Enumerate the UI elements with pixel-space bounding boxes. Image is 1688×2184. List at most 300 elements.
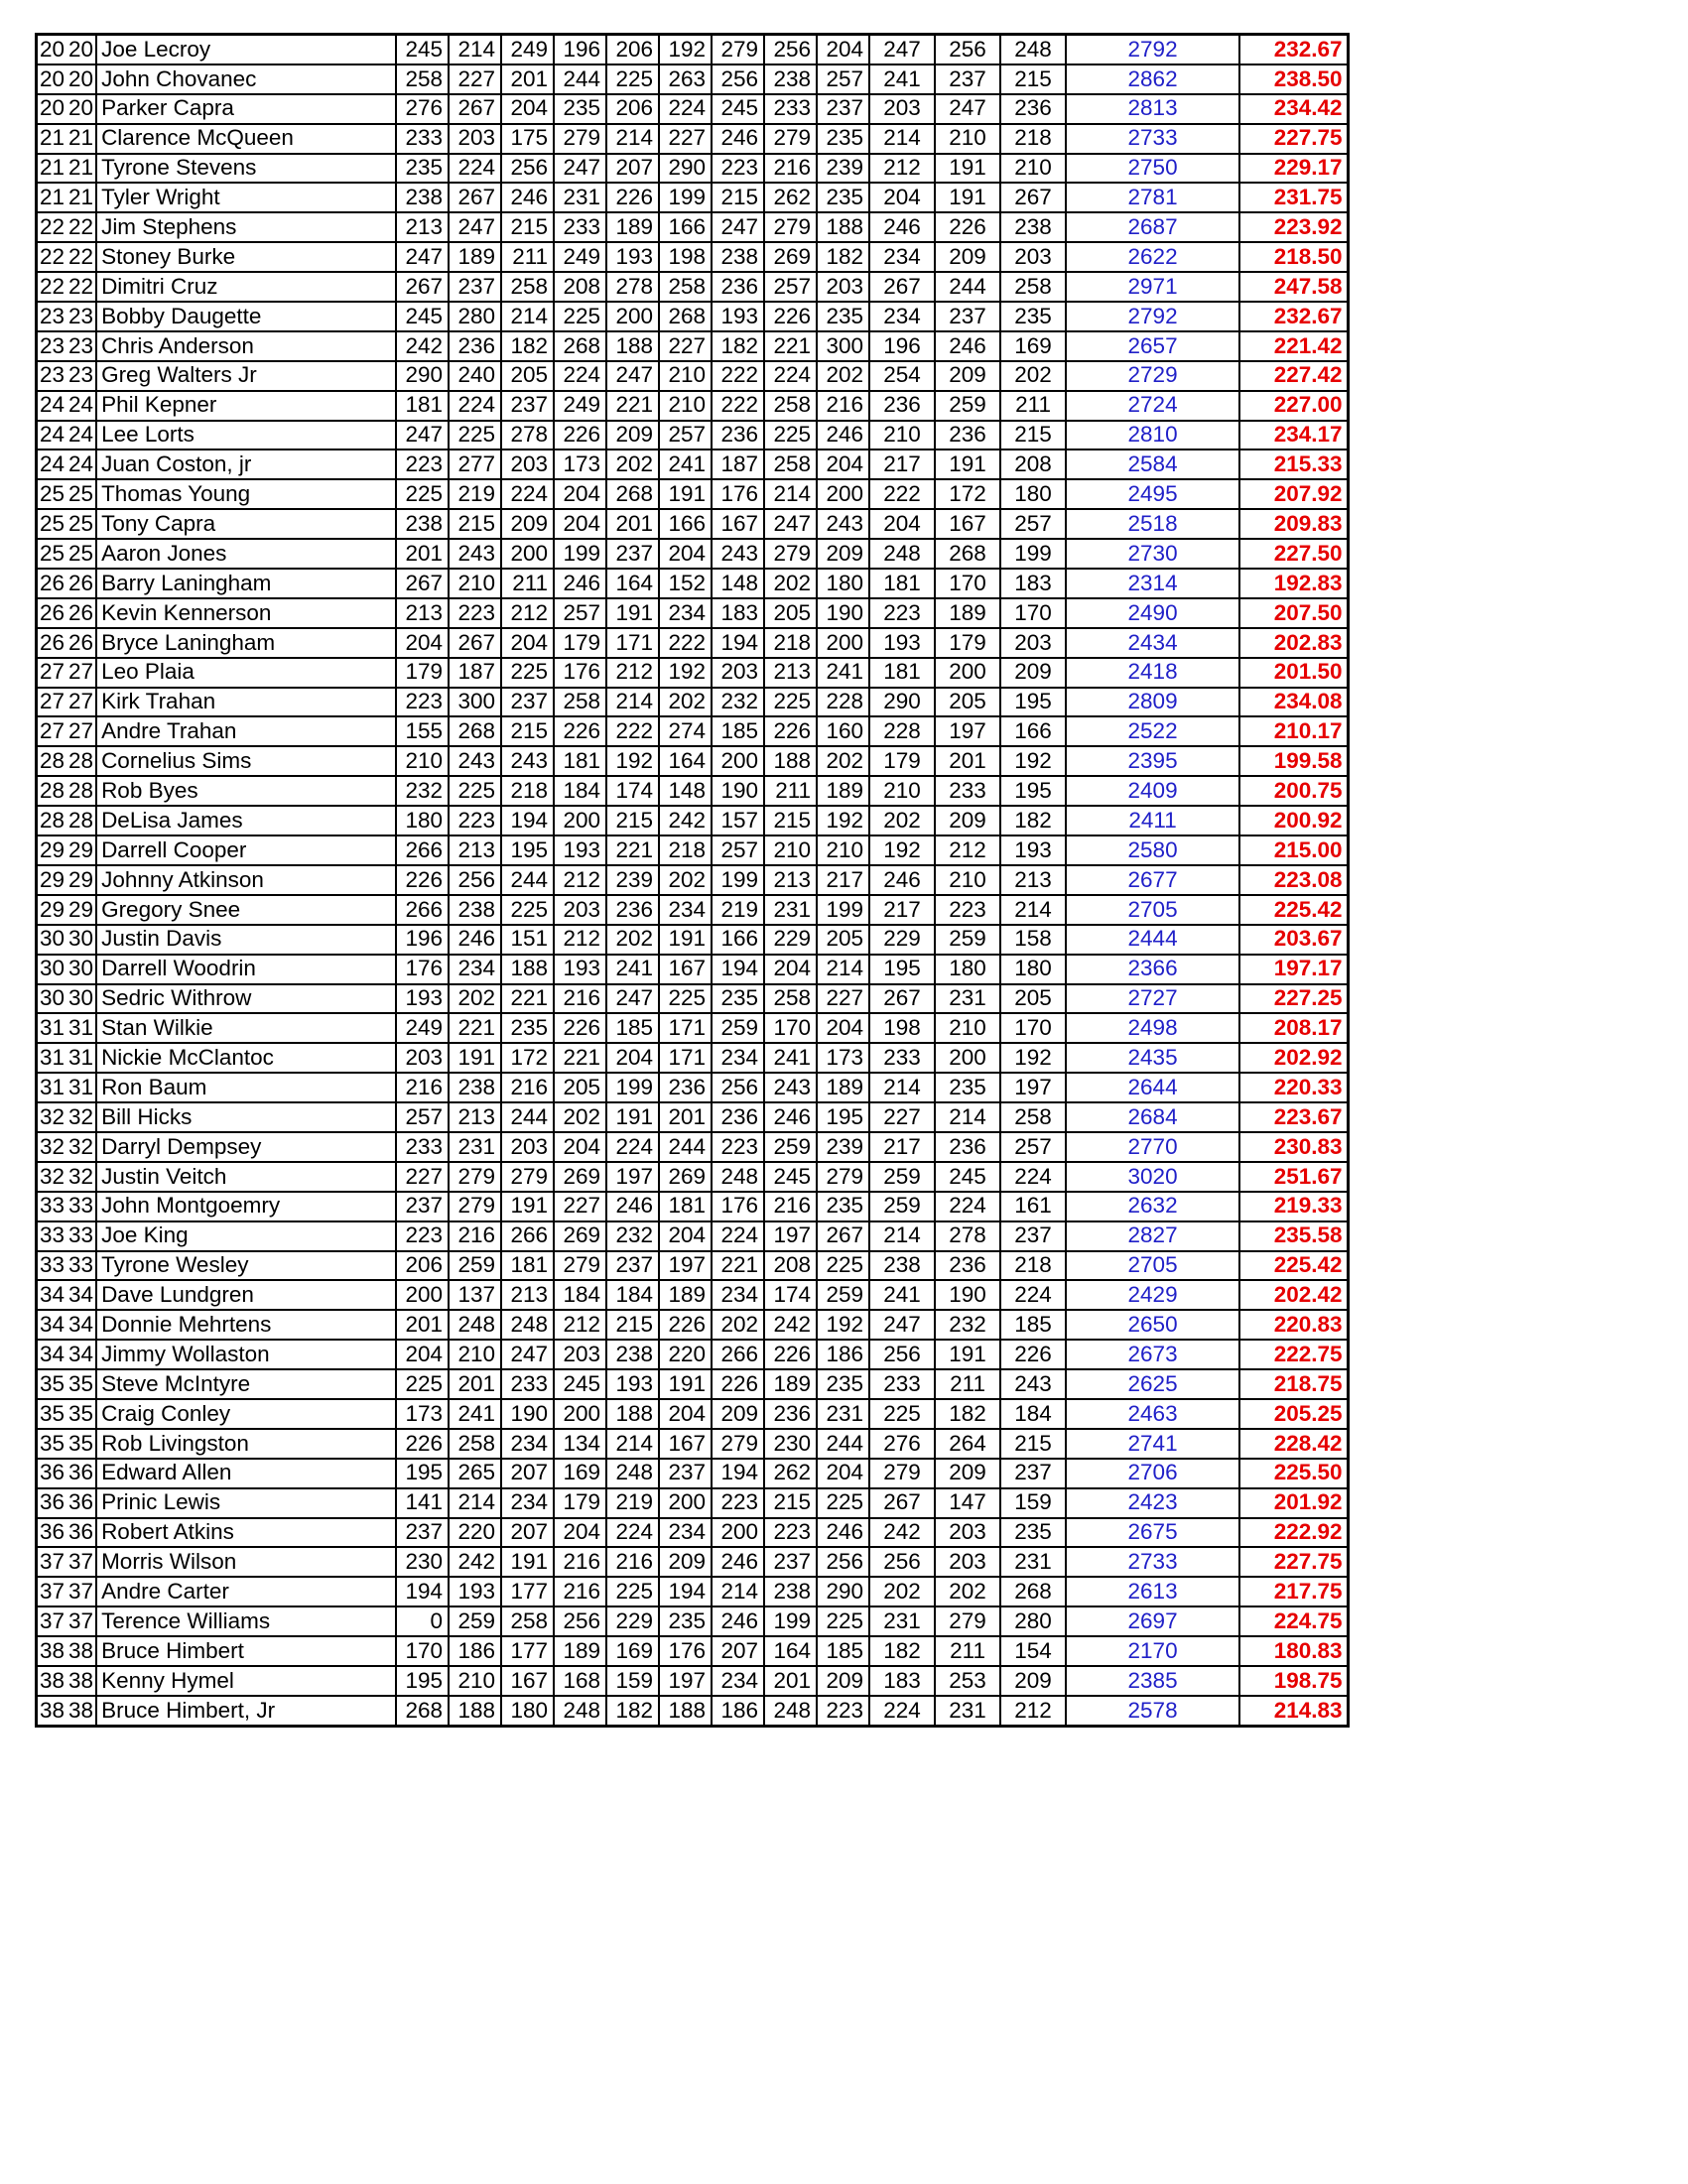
game-score-cell: 202 xyxy=(869,806,935,835)
game-score-cell: 241 xyxy=(659,450,712,479)
game-score-cell: 181 xyxy=(554,746,606,776)
game-score-cell: 215 xyxy=(501,212,554,242)
table-row xyxy=(37,1221,1349,1251)
game-score-cell: 216 xyxy=(449,1221,501,1251)
bowler-name-cell: Chris Anderson xyxy=(96,331,396,361)
average-cell: 231.75 xyxy=(1239,183,1348,212)
average-cell: 224.75 xyxy=(1239,1606,1348,1636)
game-score-cell: 185 xyxy=(712,716,764,746)
game-score-cell: 256 xyxy=(817,1547,869,1577)
game-score-cell: 279 xyxy=(764,212,817,242)
bowler-name-cell: Sedric Withrow xyxy=(96,984,396,1014)
game-score-cell: 279 xyxy=(764,124,817,154)
game-score-cell: 224 xyxy=(659,94,712,124)
game-score-cell: 221 xyxy=(606,835,659,865)
bowler-name-cell: Gregory Snee xyxy=(96,895,396,925)
game-score-cell: 212 xyxy=(606,658,659,688)
game-score-cell: 209 xyxy=(606,421,659,450)
average-cell: 201.92 xyxy=(1239,1488,1348,1518)
game-score-cell: 215 xyxy=(449,509,501,539)
game-score-cell: 214 xyxy=(935,1102,1000,1132)
game-score-cell: 192 xyxy=(606,746,659,776)
game-score-cell: 236 xyxy=(659,1073,712,1102)
week-cell: 20 xyxy=(66,64,96,94)
game-score-cell: 226 xyxy=(712,1369,764,1399)
game-score-cell: 226 xyxy=(606,183,659,212)
game-score-cell: 238 xyxy=(606,1340,659,1369)
game-score-cell: 242 xyxy=(869,1518,935,1548)
game-score-cell: 189 xyxy=(606,212,659,242)
bowler-name-cell: Cornelius Sims xyxy=(96,746,396,776)
average-cell: 232.67 xyxy=(1239,35,1348,64)
game-score-cell: 189 xyxy=(817,1073,869,1102)
game-score-cell: 182 xyxy=(501,331,554,361)
game-score-cell: 177 xyxy=(501,1577,554,1606)
game-score-cell: 198 xyxy=(659,242,712,272)
bowler-name-cell: Lee Lorts xyxy=(96,421,396,450)
game-score-cell: 248 xyxy=(1000,35,1066,64)
game-score-cell: 210 xyxy=(449,1340,501,1369)
total-pins-cell: 2792 xyxy=(1066,35,1239,64)
average-cell: 232.67 xyxy=(1239,302,1348,331)
game-score-cell: 197 xyxy=(659,1666,712,1696)
game-score-cell: 222 xyxy=(869,479,935,509)
game-score-cell: 202 xyxy=(817,361,869,391)
game-score-cell: 221 xyxy=(764,331,817,361)
total-pins-cell: 2971 xyxy=(1066,272,1239,302)
week-cell: 22 xyxy=(37,212,67,242)
game-score-cell: 237 xyxy=(935,302,1000,331)
game-score-cell: 246 xyxy=(554,569,606,598)
game-score-cell: 215 xyxy=(764,806,817,835)
game-score-cell: 203 xyxy=(396,1043,449,1073)
average-cell: 229.17 xyxy=(1239,154,1348,184)
game-score-cell: 0 xyxy=(396,1606,449,1636)
bowler-name-cell: Stan Wilkie xyxy=(96,1013,396,1043)
game-score-cell: 225 xyxy=(606,64,659,94)
total-pins-cell: 2578 xyxy=(1066,1696,1239,1726)
game-score-cell: 199 xyxy=(1000,539,1066,569)
game-score-cell: 216 xyxy=(606,1547,659,1577)
week-cell: 35 xyxy=(66,1369,96,1399)
game-score-cell: 204 xyxy=(396,628,449,658)
week-cell: 20 xyxy=(37,35,67,64)
game-score-cell: 171 xyxy=(659,1043,712,1073)
game-score-cell: 235 xyxy=(712,984,764,1014)
table-row xyxy=(37,509,1349,539)
game-score-cell: 231 xyxy=(764,895,817,925)
game-score-cell: 200 xyxy=(817,628,869,658)
game-score-cell: 211 xyxy=(764,776,817,806)
game-score-cell: 160 xyxy=(817,716,869,746)
game-score-cell: 181 xyxy=(869,658,935,688)
game-score-cell: 210 xyxy=(449,1666,501,1696)
game-score-cell: 214 xyxy=(449,1488,501,1518)
game-score-cell: 267 xyxy=(817,1221,869,1251)
game-score-cell: 213 xyxy=(501,1280,554,1310)
game-score-cell: 269 xyxy=(764,242,817,272)
table-row xyxy=(37,479,1349,509)
game-score-cell: 235 xyxy=(1000,1518,1066,1548)
game-score-cell: 148 xyxy=(659,776,712,806)
game-score-cell: 258 xyxy=(501,272,554,302)
game-score-cell: 246 xyxy=(869,865,935,895)
game-score-cell: 245 xyxy=(935,1162,1000,1192)
bowler-name-cell: John Montgoemry xyxy=(96,1192,396,1221)
game-score-cell: 259 xyxy=(449,1251,501,1281)
week-cell: 24 xyxy=(37,450,67,479)
average-cell: 215.33 xyxy=(1239,450,1348,479)
game-score-cell: 241 xyxy=(606,955,659,984)
game-score-cell: 212 xyxy=(554,925,606,955)
game-score-cell: 266 xyxy=(712,1340,764,1369)
total-pins-cell: 2862 xyxy=(1066,64,1239,94)
game-score-cell: 214 xyxy=(606,124,659,154)
game-score-cell: 191 xyxy=(935,183,1000,212)
game-score-cell: 181 xyxy=(396,391,449,421)
game-score-cell: 199 xyxy=(554,539,606,569)
game-score-cell: 238 xyxy=(396,183,449,212)
game-score-cell: 211 xyxy=(1000,391,1066,421)
game-score-cell: 176 xyxy=(712,1192,764,1221)
total-pins-cell: 2418 xyxy=(1066,658,1239,688)
game-score-cell: 173 xyxy=(554,450,606,479)
bowler-name-cell: Bill Hicks xyxy=(96,1102,396,1132)
game-score-cell: 244 xyxy=(817,1429,869,1459)
week-cell: 38 xyxy=(66,1636,96,1666)
game-score-cell: 232 xyxy=(712,688,764,717)
game-score-cell: 234 xyxy=(501,1488,554,1518)
table-row xyxy=(37,865,1349,895)
game-score-cell: 216 xyxy=(554,1547,606,1577)
game-score-cell: 209 xyxy=(501,509,554,539)
average-cell: 198.75 xyxy=(1239,1666,1348,1696)
game-score-cell: 200 xyxy=(935,1043,1000,1073)
game-score-cell: 231 xyxy=(1000,1547,1066,1577)
bowler-name-cell: Justin Veitch xyxy=(96,1162,396,1192)
game-score-cell: 235 xyxy=(501,1013,554,1043)
game-score-cell: 200 xyxy=(396,1280,449,1310)
game-score-cell: 200 xyxy=(554,806,606,835)
table-row xyxy=(37,895,1349,925)
week-cell: 28 xyxy=(66,806,96,835)
game-score-cell: 241 xyxy=(817,658,869,688)
game-score-cell: 201 xyxy=(935,746,1000,776)
bowler-name-cell: DeLisa James xyxy=(96,806,396,835)
game-score-cell: 176 xyxy=(396,955,449,984)
game-score-cell: 279 xyxy=(554,124,606,154)
game-score-cell: 169 xyxy=(1000,331,1066,361)
table-row xyxy=(37,835,1349,865)
game-score-cell: 226 xyxy=(659,1310,712,1340)
game-score-cell: 199 xyxy=(764,1606,817,1636)
game-score-cell: 259 xyxy=(935,925,1000,955)
game-score-cell: 246 xyxy=(935,331,1000,361)
game-score-cell: 235 xyxy=(817,183,869,212)
week-cell: 28 xyxy=(66,776,96,806)
game-score-cell: 172 xyxy=(935,479,1000,509)
total-pins-cell: 2644 xyxy=(1066,1073,1239,1102)
game-score-cell: 170 xyxy=(396,1636,449,1666)
game-score-cell: 225 xyxy=(606,1577,659,1606)
total-pins-cell: 2498 xyxy=(1066,1013,1239,1043)
game-score-cell: 279 xyxy=(869,1459,935,1488)
game-score-cell: 243 xyxy=(449,539,501,569)
game-score-cell: 237 xyxy=(817,94,869,124)
table-row xyxy=(37,1043,1349,1073)
total-pins-cell: 2706 xyxy=(1066,1459,1239,1488)
table-row xyxy=(37,242,1349,272)
game-score-cell: 210 xyxy=(659,361,712,391)
bowler-name-cell: Greg Walters Jr xyxy=(96,361,396,391)
week-cell: 30 xyxy=(37,984,67,1014)
game-score-cell: 180 xyxy=(935,955,1000,984)
total-pins-cell: 2827 xyxy=(1066,1221,1239,1251)
game-score-cell: 238 xyxy=(764,1577,817,1606)
game-score-cell: 192 xyxy=(817,1310,869,1340)
average-cell: 227.75 xyxy=(1239,1547,1348,1577)
game-score-cell: 245 xyxy=(396,35,449,64)
game-score-cell: 262 xyxy=(764,183,817,212)
average-cell: 225.50 xyxy=(1239,1459,1348,1488)
table-row xyxy=(37,124,1349,154)
game-score-cell: 195 xyxy=(501,835,554,865)
game-score-cell: 200 xyxy=(935,658,1000,688)
game-score-cell: 238 xyxy=(449,895,501,925)
game-score-cell: 194 xyxy=(712,955,764,984)
game-score-cell: 258 xyxy=(1000,1102,1066,1132)
game-score-cell: 171 xyxy=(659,1013,712,1043)
week-cell: 34 xyxy=(66,1280,96,1310)
game-score-cell: 159 xyxy=(606,1666,659,1696)
week-cell: 35 xyxy=(37,1429,67,1459)
game-score-cell: 157 xyxy=(712,806,764,835)
game-score-cell: 243 xyxy=(1000,1369,1066,1399)
game-score-cell: 227 xyxy=(659,331,712,361)
table-row xyxy=(37,1429,1349,1459)
table-row xyxy=(37,1132,1349,1162)
game-score-cell: 219 xyxy=(606,1488,659,1518)
week-cell: 27 xyxy=(37,716,67,746)
total-pins-cell: 2584 xyxy=(1066,450,1239,479)
game-score-cell: 174 xyxy=(606,776,659,806)
game-score-cell: 194 xyxy=(712,628,764,658)
game-score-cell: 184 xyxy=(554,776,606,806)
week-cell: 22 xyxy=(37,242,67,272)
week-cell: 37 xyxy=(37,1577,67,1606)
game-score-cell: 234 xyxy=(869,242,935,272)
game-score-cell: 257 xyxy=(712,835,764,865)
bowler-name-cell: Rob Livingston xyxy=(96,1429,396,1459)
game-score-cell: 197 xyxy=(606,1162,659,1192)
week-cell: 29 xyxy=(37,865,67,895)
average-cell: 200.92 xyxy=(1239,806,1348,835)
game-score-cell: 258 xyxy=(396,64,449,94)
bowler-name-cell: Juan Coston, jr xyxy=(96,450,396,479)
game-score-cell: 210 xyxy=(1000,154,1066,184)
week-cell: 37 xyxy=(37,1606,67,1636)
game-score-cell: 235 xyxy=(817,302,869,331)
game-score-cell: 237 xyxy=(396,1192,449,1221)
game-score-cell: 225 xyxy=(501,658,554,688)
total-pins-cell: 2463 xyxy=(1066,1399,1239,1429)
game-score-cell: 214 xyxy=(449,35,501,64)
game-score-cell: 237 xyxy=(449,272,501,302)
game-score-cell: 210 xyxy=(817,835,869,865)
game-score-cell: 217 xyxy=(817,865,869,895)
week-cell: 27 xyxy=(66,658,96,688)
week-cell: 26 xyxy=(66,598,96,628)
game-score-cell: 204 xyxy=(659,539,712,569)
game-score-cell: 234 xyxy=(659,598,712,628)
game-score-cell: 228 xyxy=(869,716,935,746)
bowler-name-cell: Leo Plaia xyxy=(96,658,396,688)
game-score-cell: 237 xyxy=(606,539,659,569)
game-score-cell: 190 xyxy=(935,1280,1000,1310)
week-cell: 29 xyxy=(37,895,67,925)
bowler-name-cell: Rob Byes xyxy=(96,776,396,806)
game-score-cell: 210 xyxy=(935,124,1000,154)
game-score-cell: 206 xyxy=(606,94,659,124)
week-cell: 33 xyxy=(37,1192,67,1221)
week-cell: 30 xyxy=(66,925,96,955)
game-score-cell: 232 xyxy=(396,776,449,806)
game-score-cell: 152 xyxy=(659,569,712,598)
game-score-cell: 218 xyxy=(764,628,817,658)
game-score-cell: 225 xyxy=(869,1399,935,1429)
game-score-cell: 215 xyxy=(712,183,764,212)
table-row xyxy=(37,716,1349,746)
game-score-cell: 277 xyxy=(449,450,501,479)
average-cell: 227.50 xyxy=(1239,539,1348,569)
table-row xyxy=(37,688,1349,717)
game-score-cell: 239 xyxy=(817,154,869,184)
game-score-cell: 213 xyxy=(396,598,449,628)
game-score-cell: 213 xyxy=(1000,865,1066,895)
total-pins-cell: 2729 xyxy=(1066,361,1239,391)
game-score-cell: 204 xyxy=(869,183,935,212)
game-score-cell: 207 xyxy=(712,1636,764,1666)
game-score-cell: 218 xyxy=(1000,1251,1066,1281)
game-score-cell: 226 xyxy=(764,716,817,746)
week-cell: 23 xyxy=(37,331,67,361)
average-cell: 199.58 xyxy=(1239,746,1348,776)
game-score-cell: 214 xyxy=(606,1429,659,1459)
game-score-cell: 243 xyxy=(501,746,554,776)
game-score-cell: 177 xyxy=(501,1636,554,1666)
game-score-cell: 212 xyxy=(554,1310,606,1340)
game-score-cell: 193 xyxy=(554,955,606,984)
game-score-cell: 209 xyxy=(935,361,1000,391)
week-cell: 32 xyxy=(37,1162,67,1192)
game-score-cell: 216 xyxy=(764,1192,817,1221)
table-row xyxy=(37,539,1349,569)
bowler-name-cell: Phil Kepner xyxy=(96,391,396,421)
game-score-cell: 218 xyxy=(659,835,712,865)
average-cell: 251.67 xyxy=(1239,1162,1348,1192)
total-pins-cell: 2314 xyxy=(1066,569,1239,598)
table-row xyxy=(37,569,1349,598)
game-score-cell: 208 xyxy=(764,1251,817,1281)
game-score-cell: 219 xyxy=(712,895,764,925)
week-cell: 28 xyxy=(66,746,96,776)
game-score-cell: 223 xyxy=(764,1518,817,1548)
table-row xyxy=(37,64,1349,94)
game-score-cell: 217 xyxy=(869,1132,935,1162)
table-row xyxy=(37,331,1349,361)
game-score-cell: 279 xyxy=(449,1192,501,1221)
week-cell: 24 xyxy=(37,391,67,421)
game-score-cell: 237 xyxy=(935,64,1000,94)
game-score-cell: 238 xyxy=(712,242,764,272)
average-cell: 208.17 xyxy=(1239,1013,1348,1043)
game-score-cell: 204 xyxy=(817,1459,869,1488)
game-score-cell: 202 xyxy=(935,1577,1000,1606)
total-pins-cell: 2625 xyxy=(1066,1369,1239,1399)
game-score-cell: 257 xyxy=(554,598,606,628)
scores-table xyxy=(35,33,1350,1728)
average-cell: 197.17 xyxy=(1239,955,1348,984)
game-score-cell: 266 xyxy=(501,1221,554,1251)
game-score-cell: 290 xyxy=(817,1577,869,1606)
game-score-cell: 247 xyxy=(501,1340,554,1369)
week-cell: 35 xyxy=(66,1429,96,1459)
table-row xyxy=(37,746,1349,776)
bowler-name-cell: Aaron Jones xyxy=(96,539,396,569)
week-cell: 31 xyxy=(37,1073,67,1102)
game-score-cell: 253 xyxy=(935,1666,1000,1696)
week-cell: 29 xyxy=(66,835,96,865)
week-cell: 25 xyxy=(37,539,67,569)
game-score-cell: 204 xyxy=(817,35,869,64)
game-score-cell: 258 xyxy=(501,1606,554,1636)
game-score-cell: 190 xyxy=(817,598,869,628)
game-score-cell: 211 xyxy=(935,1636,1000,1666)
week-cell: 23 xyxy=(66,331,96,361)
average-cell: 200.75 xyxy=(1239,776,1348,806)
game-score-cell: 234 xyxy=(659,895,712,925)
game-score-cell: 225 xyxy=(817,1606,869,1636)
game-score-cell: 237 xyxy=(396,1518,449,1548)
average-cell: 247.58 xyxy=(1239,272,1348,302)
average-cell: 238.50 xyxy=(1239,64,1348,94)
game-score-cell: 212 xyxy=(935,835,1000,865)
game-score-cell: 191 xyxy=(449,1043,501,1073)
game-score-cell: 224 xyxy=(606,1518,659,1548)
game-score-cell: 236 xyxy=(935,1251,1000,1281)
week-cell: 28 xyxy=(37,806,67,835)
game-score-cell: 191 xyxy=(659,925,712,955)
game-score-cell: 276 xyxy=(396,94,449,124)
game-score-cell: 290 xyxy=(869,688,935,717)
game-score-cell: 290 xyxy=(659,154,712,184)
table-row xyxy=(37,1547,1349,1577)
game-score-cell: 190 xyxy=(712,776,764,806)
table-row xyxy=(37,35,1349,64)
bowler-name-cell: Joe Lecroy xyxy=(96,35,396,64)
game-score-cell: 256 xyxy=(712,1073,764,1102)
game-score-cell: 210 xyxy=(869,421,935,450)
game-score-cell: 203 xyxy=(817,272,869,302)
game-score-cell: 242 xyxy=(764,1310,817,1340)
week-cell: 30 xyxy=(66,955,96,984)
game-score-cell: 217 xyxy=(869,450,935,479)
table-row xyxy=(37,598,1349,628)
game-score-cell: 224 xyxy=(606,1132,659,1162)
average-cell: 227.42 xyxy=(1239,361,1348,391)
game-score-cell: 223 xyxy=(935,895,1000,925)
average-cell: 235.58 xyxy=(1239,1221,1348,1251)
